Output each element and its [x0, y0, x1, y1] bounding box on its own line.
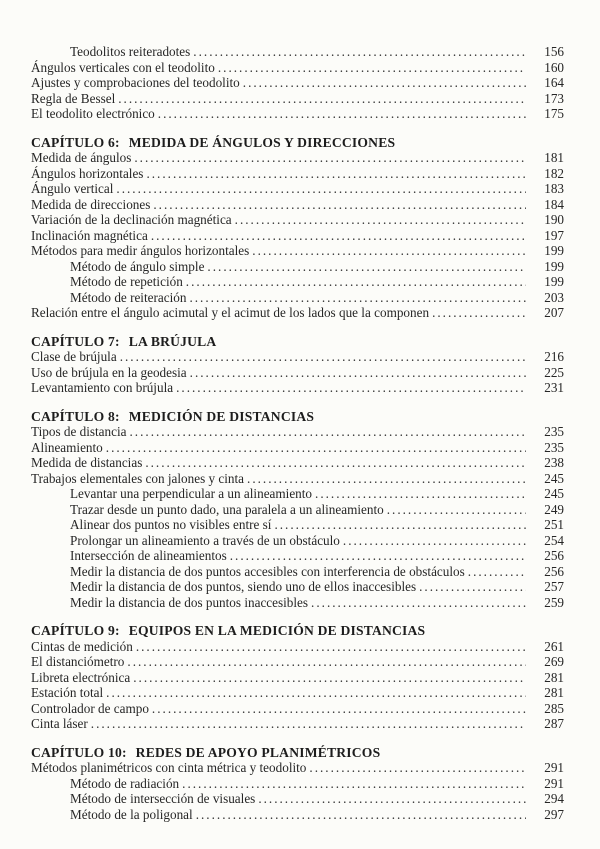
- toc-entry-page-number: 160: [544, 59, 564, 75]
- toc-entry: [31, 564, 564, 580]
- dot-leader: [193, 44, 526, 60]
- dot-leader: [274, 517, 526, 533]
- toc-entry-page-number: 297: [544, 806, 564, 822]
- toc-entry: [31, 305, 564, 321]
- toc-entry-page-number: 256: [544, 563, 564, 579]
- dot-leader: [91, 716, 526, 732]
- dot-leader: [145, 455, 526, 471]
- chapter-title: LA BRÚJULA: [128, 333, 217, 349]
- dot-leader: [130, 424, 527, 440]
- dot-leader: [309, 760, 526, 776]
- toc-entry: [31, 228, 564, 244]
- toc-entry-label: Método de ángulo simple: [70, 258, 205, 274]
- toc-entry-page-number: 235: [544, 424, 564, 439]
- toc-entry-page-number: 156: [544, 44, 564, 59]
- toc-entry: [31, 502, 564, 518]
- toc-entry-label: El teodolito electrónico: [31, 106, 155, 121]
- toc-entry-page-number: 281: [544, 669, 564, 685]
- toc-entry-label: Prolongar un alineamiento a través de un obstáculo: [70, 532, 340, 548]
- toc-entry-label: Clase de brújula: [31, 349, 117, 364]
- toc-entry-page-number: 291: [544, 775, 564, 791]
- dot-leader: [230, 548, 526, 564]
- toc-entry-label: Ángulo vertical: [31, 181, 114, 196]
- toc-entry: [31, 259, 564, 275]
- dot-leader: [176, 380, 526, 396]
- dot-leader: [116, 181, 526, 197]
- toc-entry-page-number: 269: [544, 654, 564, 669]
- toc-entry-page-number: 235: [544, 439, 564, 455]
- toc-entry-page-number: 173: [544, 90, 564, 106]
- toc-entry: [31, 595, 564, 611]
- dot-leader: [419, 579, 526, 595]
- toc-entry: [31, 274, 564, 290]
- dot-leader: [207, 259, 526, 275]
- toc-entry-label: Regla de Bessel: [31, 90, 116, 106]
- toc-entry-label: Ángulos horizontales: [31, 165, 144, 181]
- toc-entry-label: Método de repetición: [70, 274, 183, 289]
- toc-entry-page-number: 254: [544, 532, 564, 548]
- dot-leader: [190, 365, 526, 381]
- dot-leader: [134, 150, 526, 166]
- toc-entry-label: Tipos de distancia: [31, 424, 127, 439]
- toc-entry-page-number: 175: [544, 106, 564, 121]
- chapter-title: MEDICIÓN DE DISTANCIAS: [128, 408, 315, 424]
- toc-entry-page-number: 199: [544, 274, 564, 289]
- toc-entry: [31, 685, 564, 701]
- toc-entry: [31, 75, 564, 91]
- dot-leader: [106, 440, 526, 456]
- toc-entry-label: Libreta electrónica: [31, 669, 131, 685]
- dot-leader: [432, 305, 526, 321]
- dot-leader: [182, 776, 526, 792]
- toc-entry-page-number: 287: [544, 716, 564, 731]
- toc-entry: [31, 760, 564, 776]
- toc-entry: [31, 716, 564, 732]
- toc-entry-label: Uso de brújula en la geodesia: [31, 364, 187, 380]
- toc-entry: [31, 106, 564, 122]
- dot-leader: [343, 533, 526, 549]
- dot-leader: [133, 670, 526, 686]
- chapter-title: REDES DE APOYO PLANIMÉTRICOS: [135, 744, 381, 760]
- dot-leader: [311, 595, 526, 611]
- chapter-number: CAPÍTULO 7:: [31, 333, 120, 349]
- toc-entry-page-number: 197: [544, 227, 564, 243]
- toc-entry: [31, 349, 564, 365]
- chapter-number: CAPÍTULO 9:: [31, 623, 120, 638]
- toc-entry-page-number: 294: [544, 791, 564, 806]
- toc-entry-page-number: 238: [544, 455, 564, 470]
- toc-entry-page-number: 256: [544, 548, 564, 563]
- toc-entry: [31, 701, 564, 717]
- toc-entry: [31, 579, 564, 595]
- toc-entry-label: Medida de ángulos: [31, 150, 132, 165]
- toc-entry-label: Medida de distancias: [31, 455, 143, 470]
- toc-entry-page-number: 181: [544, 150, 564, 165]
- toc-entry: [31, 91, 564, 107]
- toc-entry: [31, 517, 564, 533]
- dot-leader: [118, 91, 526, 107]
- toc-entry-label: Intersección de alineamientos: [70, 548, 227, 563]
- toc-entry-label: Medir la distancia de dos puntos inaccesibles: [70, 594, 309, 610]
- toc-entry-label: Estación total: [31, 685, 104, 700]
- toc-entry-label: Relación entre el ángulo acimutal y el acimut de los lados que la componen: [31, 305, 430, 320]
- toc-entry-label: Levantamiento con brújula: [31, 380, 174, 395]
- toc-entry: [31, 197, 564, 213]
- dot-leader: [152, 701, 526, 717]
- dot-leader: [189, 290, 526, 306]
- chapter-number: CAPÍTULO 6:: [31, 134, 120, 150]
- toc-entry-label: Cintas de medición: [31, 638, 133, 654]
- dot-leader: [120, 349, 526, 365]
- toc-entry: [31, 654, 564, 670]
- toc-entry-label: Teodolitos reiteradotes: [70, 44, 191, 59]
- toc-entry-label: Alineamiento: [31, 439, 103, 455]
- toc-entry: [31, 60, 564, 76]
- dot-leader: [315, 486, 526, 502]
- toc-entry: [31, 670, 564, 686]
- toc-entry-page-number: 225: [544, 364, 564, 380]
- chapter-number: CAPÍTULO 8:: [31, 408, 120, 424]
- toc-entry-label: Controlador de campo: [31, 700, 149, 716]
- toc-entry: [31, 548, 564, 564]
- toc-entry: [31, 181, 564, 197]
- toc-entry: [31, 44, 564, 60]
- toc-entry-label: Ángulos verticales con el teodolito: [31, 59, 215, 75]
- dot-leader: [218, 60, 526, 76]
- chapter-heading: [31, 745, 564, 761]
- toc-entry-label: Método de reiteración: [70, 289, 187, 305]
- toc-entry-page-number: 216: [544, 349, 564, 364]
- toc-entry-page-number: 245: [544, 470, 564, 486]
- toc-entry-page-number: 281: [544, 685, 564, 700]
- toc-entry-page-number: 249: [544, 501, 564, 517]
- toc-entry-page-number: 190: [544, 212, 564, 227]
- dot-leader: [151, 228, 526, 244]
- chapter-heading: [31, 334, 564, 350]
- dot-leader: [136, 639, 526, 655]
- toc-entry: [31, 455, 564, 471]
- dot-leader: [106, 685, 526, 701]
- toc-entry-label: Levantar una perpendicular a un alineamiento: [70, 486, 313, 501]
- toc-entry: [31, 533, 564, 549]
- dot-leader: [158, 106, 526, 122]
- chapter-title: MEDIDA DE ÁNGULOS Y DIRECCIONES: [128, 134, 396, 150]
- chapter-number: CAPÍTULO 10:: [31, 744, 127, 760]
- chapter-heading: [31, 623, 564, 639]
- dot-leader: [235, 212, 526, 228]
- toc-entry-label: Medida de direcciones: [31, 196, 151, 212]
- toc-entry-label: Trabajos elementales con jalones y cinta: [31, 470, 245, 486]
- toc-entry-label: Método de la poligonal: [70, 806, 193, 822]
- toc-entry-page-number: 251: [544, 517, 564, 532]
- toc-entry-label: Trazar desde un punto dado, una paralela a un alineamiento: [70, 501, 384, 517]
- toc-entry-label: Ajustes y comprobaciones del teodolito: [31, 75, 240, 90]
- toc-entry: [31, 166, 564, 182]
- toc-entry-label: Medir la distancia de dos puntos accesibles con interferencia de obstáculos: [70, 563, 465, 579]
- dot-leader: [387, 502, 526, 518]
- toc-entry: [31, 776, 564, 792]
- toc-entry: [31, 440, 564, 456]
- dot-leader: [468, 564, 526, 580]
- toc-entry: [31, 365, 564, 381]
- table-of-contents: [31, 44, 564, 822]
- chapter-title: EQUIPOS EN LA MEDICIÓN DE DISTANCIAS: [128, 623, 426, 638]
- toc-entry-label: Métodos planimétricos con cinta métrica y teodolito: [31, 760, 307, 775]
- chapter-heading: [31, 409, 564, 425]
- toc-entry-page-number: 231: [544, 380, 564, 395]
- dot-leader: [258, 791, 526, 807]
- toc-entry-label: Métodos para medir ángulos horizontales: [31, 243, 250, 258]
- dot-leader: [146, 166, 526, 182]
- toc-entry-page-number: 207: [544, 305, 564, 320]
- toc-entry: [31, 380, 564, 396]
- toc-entry: [31, 290, 564, 306]
- toc-entry-page-number: 199: [544, 258, 564, 274]
- toc-entry-page-number: 184: [544, 196, 564, 212]
- toc-entry: [31, 807, 564, 823]
- dot-leader: [186, 274, 526, 290]
- toc-entry-page-number: 245: [544, 486, 564, 501]
- toc-entry-page-number: 183: [544, 181, 564, 196]
- toc-entry-page-number: 199: [544, 243, 564, 258]
- toc-entry-page-number: 203: [544, 289, 564, 305]
- dot-leader: [127, 654, 526, 670]
- toc-entry-label: Cinta láser: [31, 716, 88, 731]
- toc-entry-label: Inclinación magnética: [31, 227, 148, 243]
- chapter-heading: [31, 135, 564, 151]
- toc-entry-page-number: 291: [544, 760, 564, 775]
- toc-entry-page-number: 261: [544, 638, 564, 654]
- toc-entry-label: El distanciómetro: [31, 654, 125, 669]
- dot-leader: [243, 75, 526, 91]
- dot-leader: [252, 243, 526, 259]
- toc-entry-page-number: 257: [544, 579, 564, 594]
- dot-leader: [247, 471, 526, 487]
- toc-entry-label: Método de intersección de visuales: [70, 791, 256, 806]
- toc-entry: [31, 639, 564, 655]
- toc-entry: [31, 243, 564, 259]
- toc-entry: [31, 424, 564, 440]
- toc-entry-label: Método de radiación: [70, 775, 180, 791]
- toc-entry: [31, 212, 564, 228]
- toc-entry-label: Medir la distancia de dos puntos, siendo uno de ellos inaccesibles: [70, 579, 417, 594]
- toc-entry-label: Variación de la declinación magnética: [31, 212, 232, 227]
- toc-entry-page-number: 164: [544, 75, 564, 90]
- toc-entry: [31, 486, 564, 502]
- toc-entry-page-number: 259: [544, 594, 564, 610]
- toc-entry: [31, 150, 564, 166]
- toc-entry-label: Alinear dos puntos no visibles entre sí: [70, 517, 272, 532]
- toc-entry-page-number: 182: [544, 165, 564, 181]
- toc-entry: [31, 791, 564, 807]
- dot-leader: [196, 807, 526, 823]
- dot-leader: [153, 197, 526, 213]
- toc-entry-page-number: 285: [544, 700, 564, 716]
- toc-entry: [31, 471, 564, 487]
